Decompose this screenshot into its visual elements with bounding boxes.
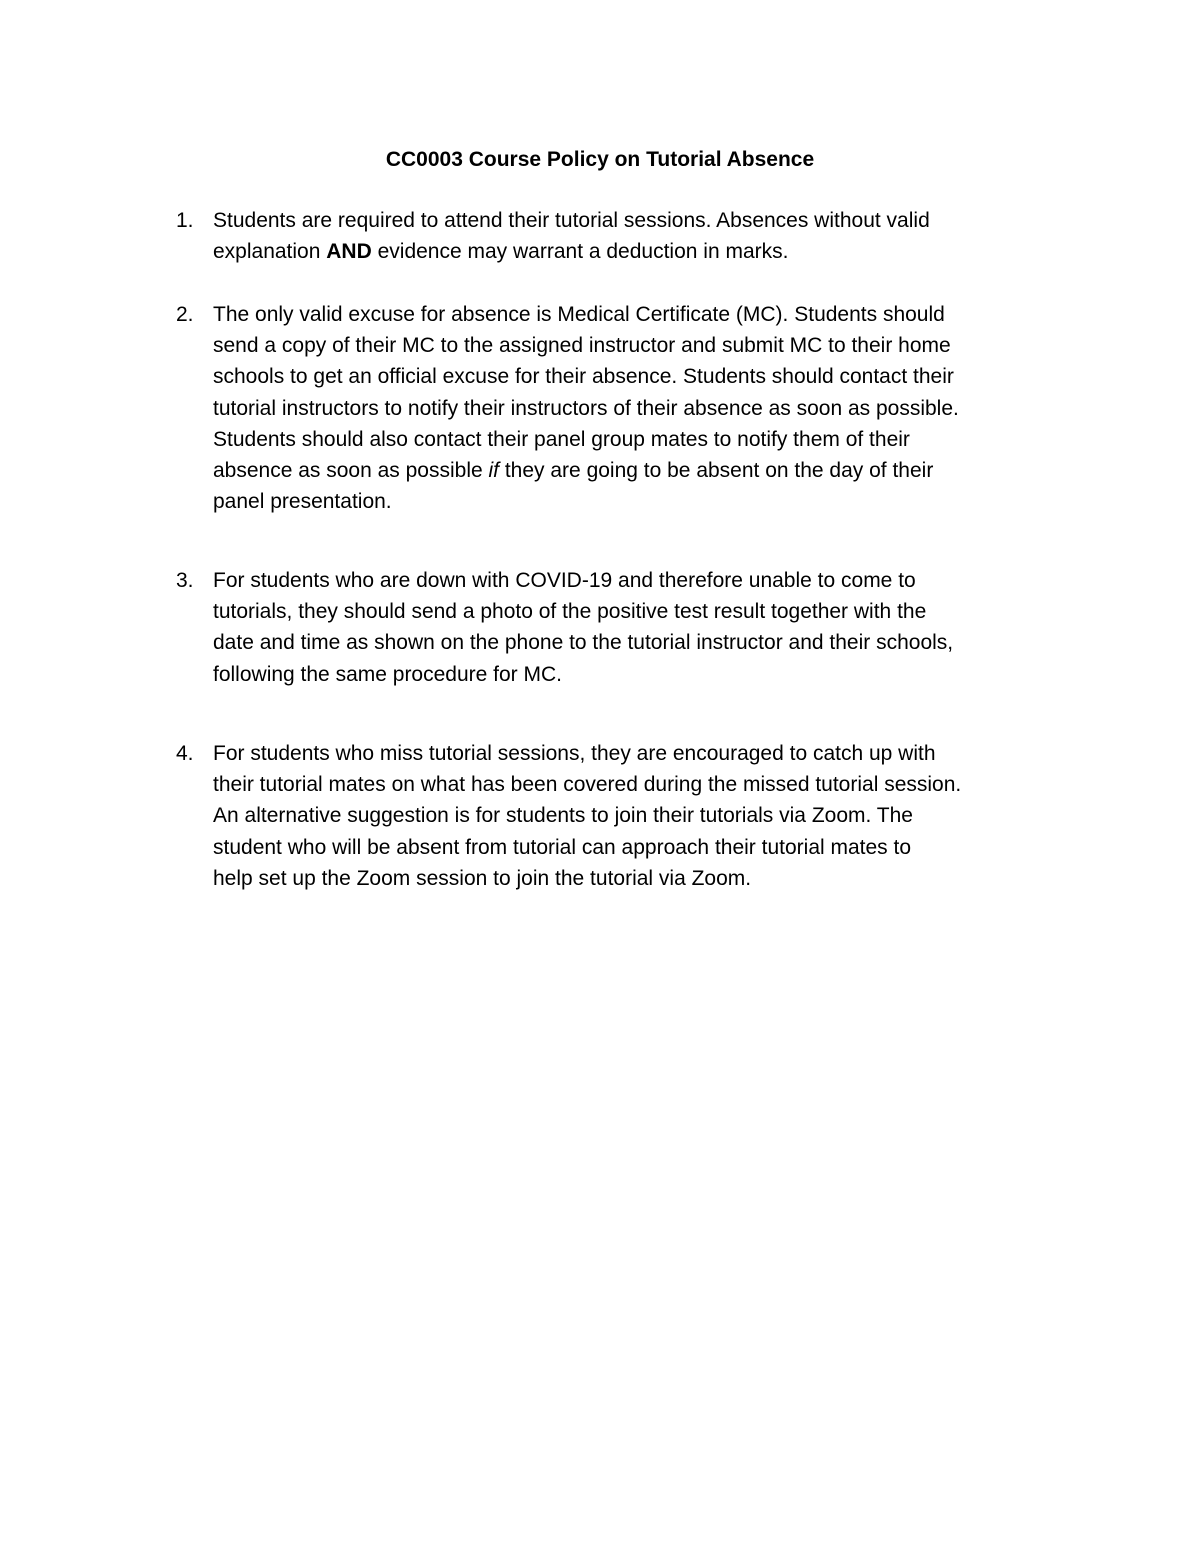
item-text: they are going to be absent on the day of their (499, 459, 934, 483)
policy-item-4 (176, 738, 1076, 894)
item-body (213, 205, 1073, 267)
item-line: date and time as shown on the phone to the tutorial instructor and their schools, (213, 631, 954, 655)
emphasis-italic-text: if (488, 459, 500, 483)
item-body (213, 299, 1073, 517)
item-line: student who will be absent from tutorial can approach their tutorial mates to (213, 835, 912, 859)
item-line: schools to get an official excuse for their absence. Students should contact their (213, 365, 954, 389)
document-title: CC0003 Course Policy on Tutorial Absence (385, 148, 815, 171)
item-line: For students who are down with COVID-19 and therefore unable to come to (213, 569, 916, 592)
item-line (213, 455, 1073, 486)
item-line: The only valid excuse for absence is Medical Certificate (MC). Students should (213, 303, 945, 326)
item-line: help set up the Zoom session to join the tutorial via Zoom. (213, 866, 752, 890)
policy-item-1 (176, 205, 1076, 267)
item-line: Students are required to attend their tutorial sessions. Absences without valid (213, 209, 930, 232)
item-number: 3. (176, 569, 194, 592)
item-number: 1. (176, 209, 194, 232)
item-line: send a copy of their MC to the assigned instructor and submit MC to their home (213, 334, 951, 358)
item-line: following the same procedure for MC. (213, 662, 562, 686)
item-line (213, 236, 1073, 267)
item-line: tutorial instructors to notify their instructors of their absence as soon as possible. (213, 396, 959, 420)
policy-item-3 (176, 565, 1076, 690)
item-body (213, 565, 1073, 690)
item-number: 4. (176, 742, 194, 765)
item-text: absence as soon as possible (213, 459, 489, 483)
policy-item-2 (176, 299, 1076, 517)
item-line: their tutorial mates on what has been covered during the missed tutorial session. (213, 773, 962, 797)
emphasis-bold-text: AND (326, 240, 372, 264)
item-line: tutorials, they should send a photo of the positive test result together with the (213, 600, 927, 624)
item-line: panel presentation. (213, 490, 392, 514)
item-number: 2. (176, 303, 194, 326)
item-line: Students should also contact their panel group mates to notify them of their (213, 427, 910, 451)
item-text: evidence may warrant a deduction in marks. (371, 240, 789, 264)
item-text: explanation (213, 240, 327, 264)
item-line: For students who miss tutorial sessions, they are encouraged to catch up with (213, 742, 936, 765)
item-line: An alternative suggestion is for students to join their tutorials via Zoom. The (213, 804, 913, 828)
item-body (213, 738, 1073, 894)
